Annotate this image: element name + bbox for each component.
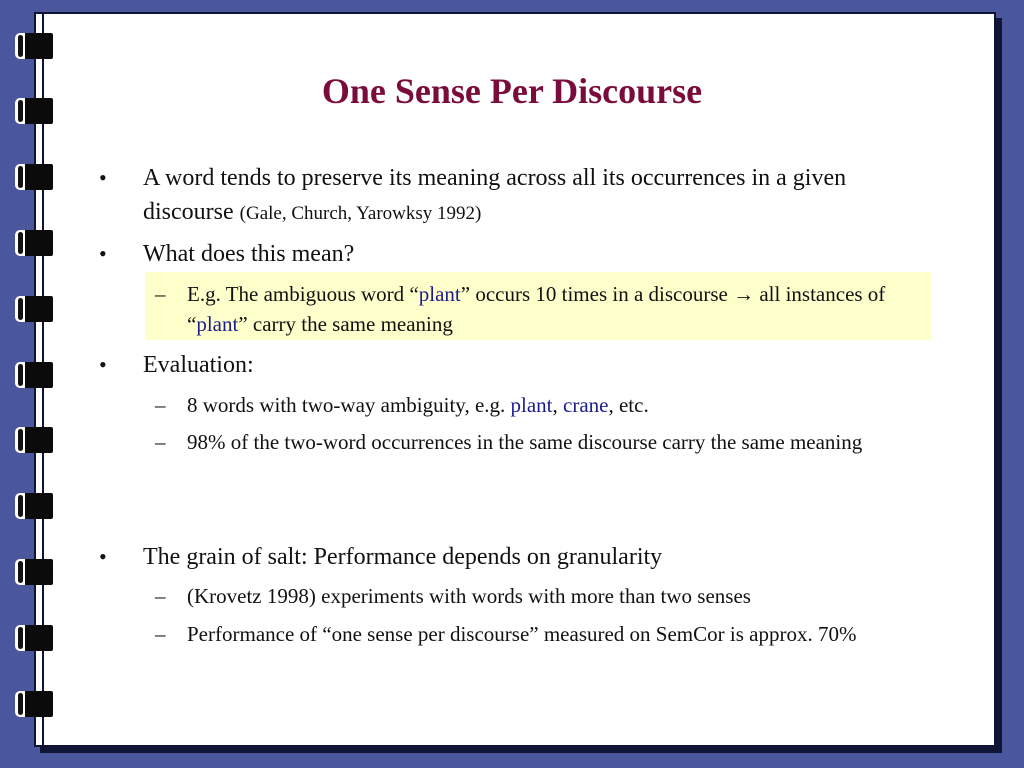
arrow-icon: → xyxy=(733,282,755,306)
citation: (Gale, Church, Yarowksy 1992) xyxy=(239,203,482,224)
sub-bullet-text: ” carry the same meaning xyxy=(238,312,453,336)
sub-bullet-text: , xyxy=(552,393,564,417)
bullet-marker: • xyxy=(99,544,107,569)
highlighted-word: plant xyxy=(510,393,553,417)
sub-bullet-marker: – xyxy=(155,430,166,454)
sub-bullet-item xyxy=(155,279,917,339)
bullet-text: What does this mean? xyxy=(143,241,355,267)
sub-bullet-marker: – xyxy=(155,622,166,646)
bullet-marker: • xyxy=(99,241,107,266)
sub-bullet-text: Performance of “one sense per discourse” measured on SemCor is approx. 70% xyxy=(187,622,857,646)
highlighted-word: plant xyxy=(196,312,239,336)
sub-bullet-text: 8 words with two-way ambiguity, e.g. xyxy=(187,393,511,417)
bullet-marker: • xyxy=(99,352,107,377)
bullet-item xyxy=(99,348,933,382)
bullet-item xyxy=(99,237,933,271)
sub-bullet-text: ” occurs 10 times in a discourse xyxy=(460,282,734,306)
sub-bullet-text: (Krovetz 1998) experiments with words with more than two senses xyxy=(187,584,751,608)
sub-bullet-text: all instances of “ xyxy=(187,282,886,336)
sub-bullet-item xyxy=(155,581,957,611)
bullet-marker: • xyxy=(99,165,107,190)
bullet-text: Evaluation: xyxy=(143,352,254,378)
sub-bullet-item xyxy=(155,427,957,457)
slide-title: One Sense Per Discourse xyxy=(321,71,703,111)
sub-bullet-marker: – xyxy=(155,393,166,417)
bullet-text: The grain of salt: Performance depends on granularity xyxy=(143,544,663,570)
bullet-item xyxy=(99,161,933,231)
sub-bullet-text: 98% of the two-word occurrences in the same discourse carry the same meaning xyxy=(187,430,863,454)
highlighted-word: plant xyxy=(418,282,461,306)
sub-bullet-item xyxy=(155,390,957,420)
sub-bullet-text: , etc. xyxy=(608,393,649,417)
bullet-item xyxy=(99,540,933,574)
bullet-text: A word tends to preserve its meaning across all its occurrences in a given discourse xyxy=(143,165,847,225)
sub-bullet-text: E.g. The ambiguous word “ xyxy=(187,282,419,306)
sub-bullet-marker: – xyxy=(155,584,166,608)
sub-bullet-item xyxy=(155,619,957,649)
highlighted-word: crane xyxy=(563,393,609,417)
sub-bullet-marker: – xyxy=(155,282,166,306)
